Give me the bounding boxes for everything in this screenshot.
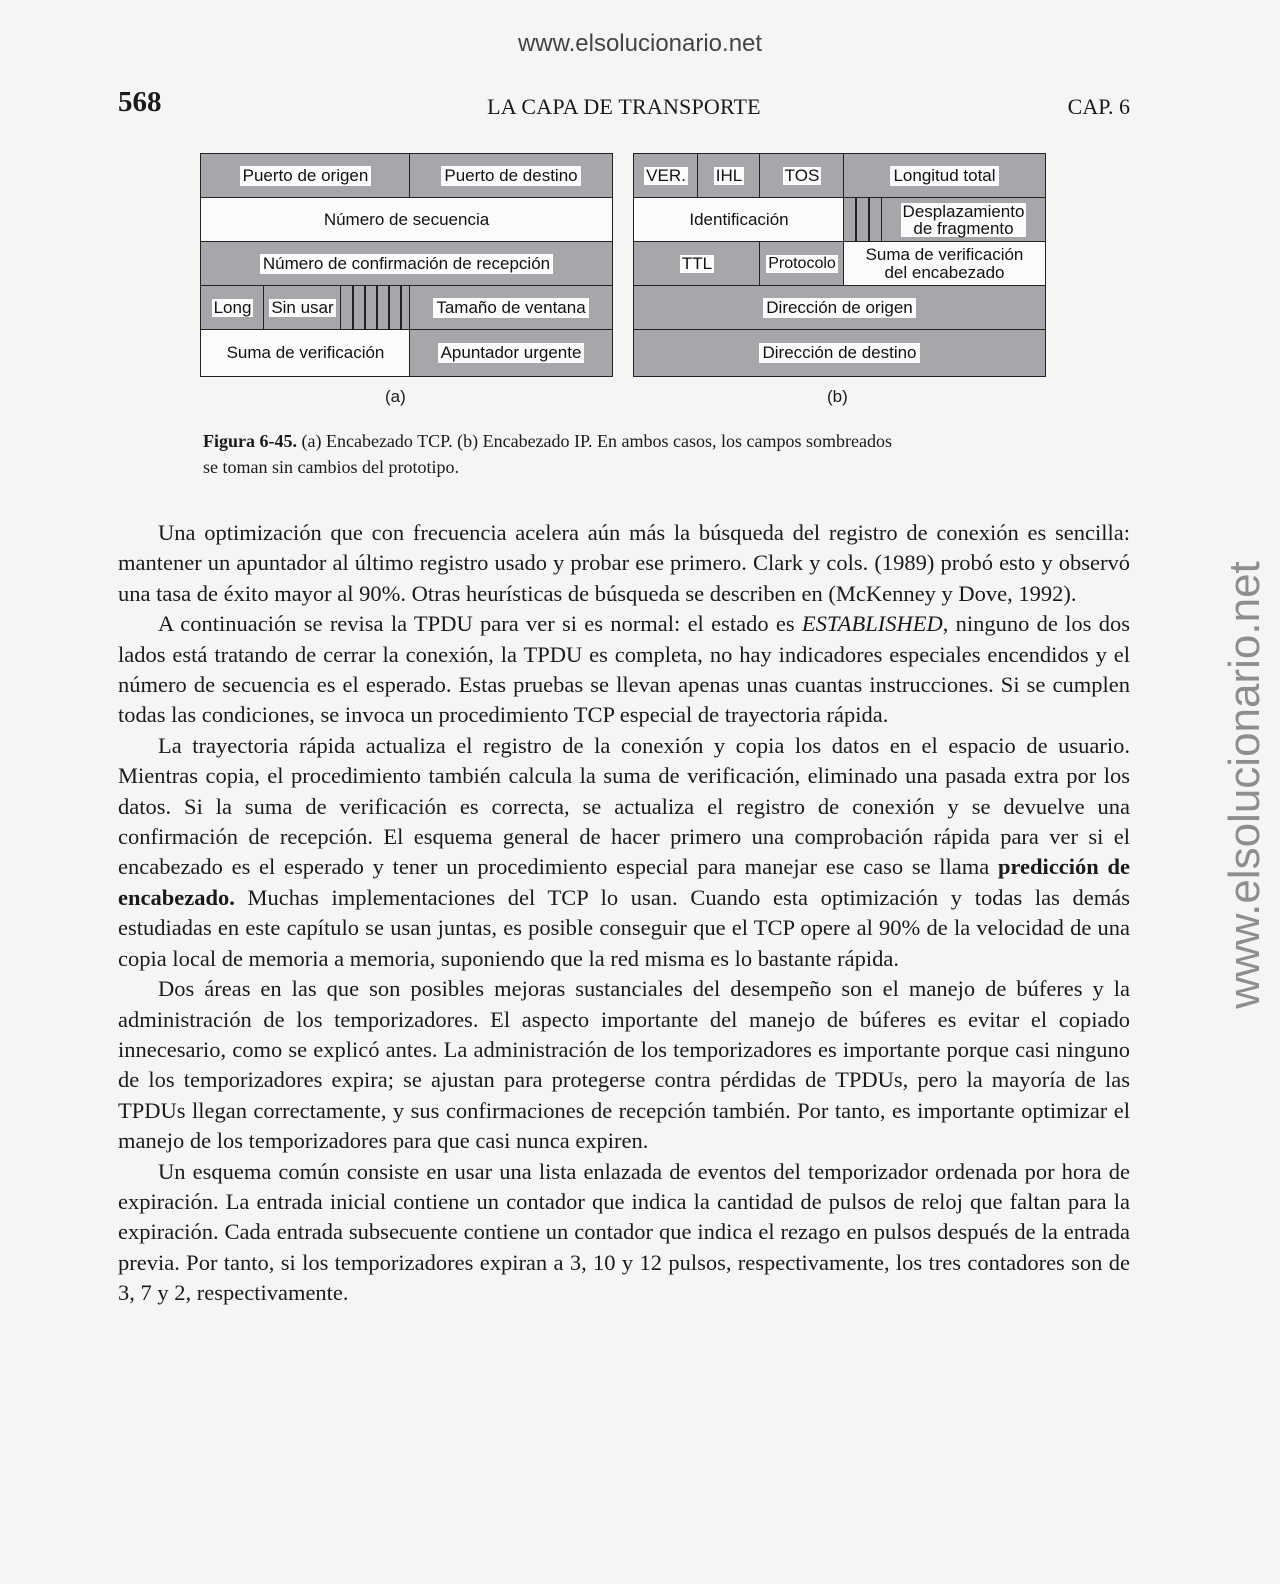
ip-total-length-field xyxy=(843,153,1046,199)
ip-tos-field xyxy=(759,153,845,199)
watermark-top: www.elsolucionario.net xyxy=(517,30,763,57)
ip-version-label: VER. xyxy=(646,166,686,185)
tcp-dest-port-field xyxy=(409,153,613,199)
watermark-side: www.elsolucionario.net xyxy=(1220,561,1269,1009)
ip-header-checksum-label-1: Suma de verificación xyxy=(865,245,1024,264)
tcp-ack-number-field xyxy=(200,241,613,287)
tcp-checksum-label: Suma de verificación xyxy=(224,343,388,363)
figure-sublabel-a: (a) xyxy=(385,387,406,406)
running-title: LA CAPA DE TRANSPORTE xyxy=(487,94,761,119)
ip-ihl-label: IHL xyxy=(715,166,743,185)
body-text xyxy=(118,518,1130,1309)
tcp-seq-number-label: Número de secuencia xyxy=(321,210,492,230)
ip-total-length-label: Longitud total xyxy=(890,166,998,186)
ip-ttl-label: TTL xyxy=(681,254,713,273)
ip-identification-field xyxy=(633,197,845,243)
tcp-header-diagram xyxy=(200,153,613,377)
paragraph-2: A continuación se revisa la TPDU para ver si es normal: el estado es ESTABLISHED, ninguno de los dos lados está tratando de cerrar la conexión, la TPDU es completa, no hay indicadores especiales encendidos y el número de secuencia es el esperado. Estas pruebas se llevan apenas unas cuantas instrucciones. Si se cumplen todas las condiciones, se invoca un procedimiento TCP especial de trayectoria rápida. xyxy=(118,611,1130,728)
ip-frag-offset-label-1: Desplazamiento xyxy=(902,202,1025,221)
ip-frag-offset-label-2: de fragmento xyxy=(913,219,1014,238)
paragraph-5: Un esquema común consiste en usar una lista enlazada de eventos del temporizador ordenada por hora de expiración. La entrada inicial contiene un contador que indica la cantidad de pulsos de reloj que faltan para la expiración. Cada entrada subsecuente contiene un contador que indica el rezago en pulsos después de la entrada previa. Por tanto, si los temporizadores expiran a 3, 10 y 12 pulsos, respectivamente, los tres contadores son de 3, 7 y 2, respectivamente. xyxy=(118,1158,1130,1306)
tcp-dest-port-label: Puerto de destino xyxy=(441,166,580,186)
ip-source-address-label: Dirección de origen xyxy=(763,298,915,318)
chapter-label: CAP. 6 xyxy=(1067,94,1130,119)
figure-caption-line1: (a) Encabezado TCP. (b) Encabezado IP. En ambos casos, los campos sombreados xyxy=(297,431,893,451)
ip-tos-label: TOS xyxy=(784,166,820,185)
tcp-source-port-field xyxy=(200,153,411,199)
tcp-flags-field xyxy=(340,285,411,331)
tcp-checksum-field xyxy=(200,329,411,377)
ip-source-address-field xyxy=(633,285,1046,331)
tcp-hdr-length-field xyxy=(200,285,265,331)
tcp-window-size-label: Tamaño de ventana xyxy=(433,298,588,318)
tcp-ack-number-label: Número de confirmación de recepción xyxy=(260,254,553,274)
paragraph-3: La trayectoria rápida actualiza el registro de la conexión y copia los datos en el espacio de usuario. Mientras copia, el procedimiento también calcula la suma de verificación, eliminado una pasada extra por los datos. Si la suma de verificación es correcta, se actualiza el registro de conexión y se devuelve una confirmación de recepción. El esquema general de hacer primero una comprobación rápida para ver si el encabezado es el esperado y tener un procedimiento especial para manejar ese caso se llama predicción de encabezado. Muchas implementaciones del TCP lo usan. Cuando esta optimización y todas las demás estudiadas en este capítulo se usan juntas, es posible conseguir que el TCP opere al 90% de la velocidad de una copia local de memoria a memoria, suponiendo que la red misma es lo bastante rápida. xyxy=(118,732,1130,971)
paragraph-4: Dos áreas en las que son posibles mejoras sustanciales del desempeño son el manejo de búferes y la administración de los temporizadores. El aspecto importante del manejo de búferes es evitar el copiado innecesario, como se explicó antes. La administración de los temporizadores es importante porque casi ninguno de los temporizadores expira; se ajustan para protegerse contra pérdidas de TPDUs, pero la mayoría de las TPDUs llegan correctamente, y sus confirmaciones de recepción también. Por tanto, es importante optimizar el manejo de los temporizadores para que casi nunca expiren. xyxy=(118,976,1130,1154)
paragraph-1: Una optimización que con frecuencia acelera aún más la búsqueda del registro de conexión es sencilla: mantener un apuntador al último registro usado y probar ese primero. Clark y cols. (1989) probó esto y observó una tasa de éxito mayor al 90%. Otras heurísticas de búsqueda se describen en (McKenney y Dove, 1992). xyxy=(118,520,1130,606)
ip-flags-field xyxy=(843,197,883,243)
tcp-hdr-length-label: Long xyxy=(213,298,252,317)
tcp-urgent-pointer-field xyxy=(409,329,613,377)
ip-dest-address-label: Dirección de destino xyxy=(759,343,919,363)
tcp-unused-field xyxy=(263,285,342,331)
ip-ttl-field xyxy=(633,241,761,287)
ip-header-checksum-label-2: del encabezado xyxy=(884,263,1005,282)
ip-protocol-label: Protocolo xyxy=(768,255,836,272)
tcp-window-size-field xyxy=(409,285,613,331)
ip-ihl-field xyxy=(697,153,761,199)
tcp-urgent-pointer-label: Apuntador urgente xyxy=(438,343,585,363)
ip-header-diagram xyxy=(633,153,1046,377)
figure-caption-line2: se toman sin cambios del prototipo. xyxy=(203,457,459,477)
ip-protocol-field xyxy=(759,241,845,287)
figure-caption xyxy=(203,428,1063,480)
figure-sublabel-b: (b) xyxy=(827,387,848,406)
ip-version-field xyxy=(633,153,699,199)
ip-header-checksum-field xyxy=(843,241,1046,287)
tcp-unused-label: Sin usar xyxy=(271,298,334,317)
ip-dest-address-field xyxy=(633,329,1046,377)
ip-frag-offset-field xyxy=(881,197,1046,243)
ip-identification-label: Identificación xyxy=(686,210,791,230)
figure-caption-label: Figura 6-45. xyxy=(203,431,297,451)
established-term: ESTABLISHED xyxy=(801,611,943,637)
page-number: 568 xyxy=(118,86,162,118)
tcp-seq-number-field xyxy=(200,197,613,243)
tcp-source-port-label: Puerto de origen xyxy=(240,166,372,186)
header-prediction-term: predicción de encabezado. xyxy=(118,854,1130,910)
